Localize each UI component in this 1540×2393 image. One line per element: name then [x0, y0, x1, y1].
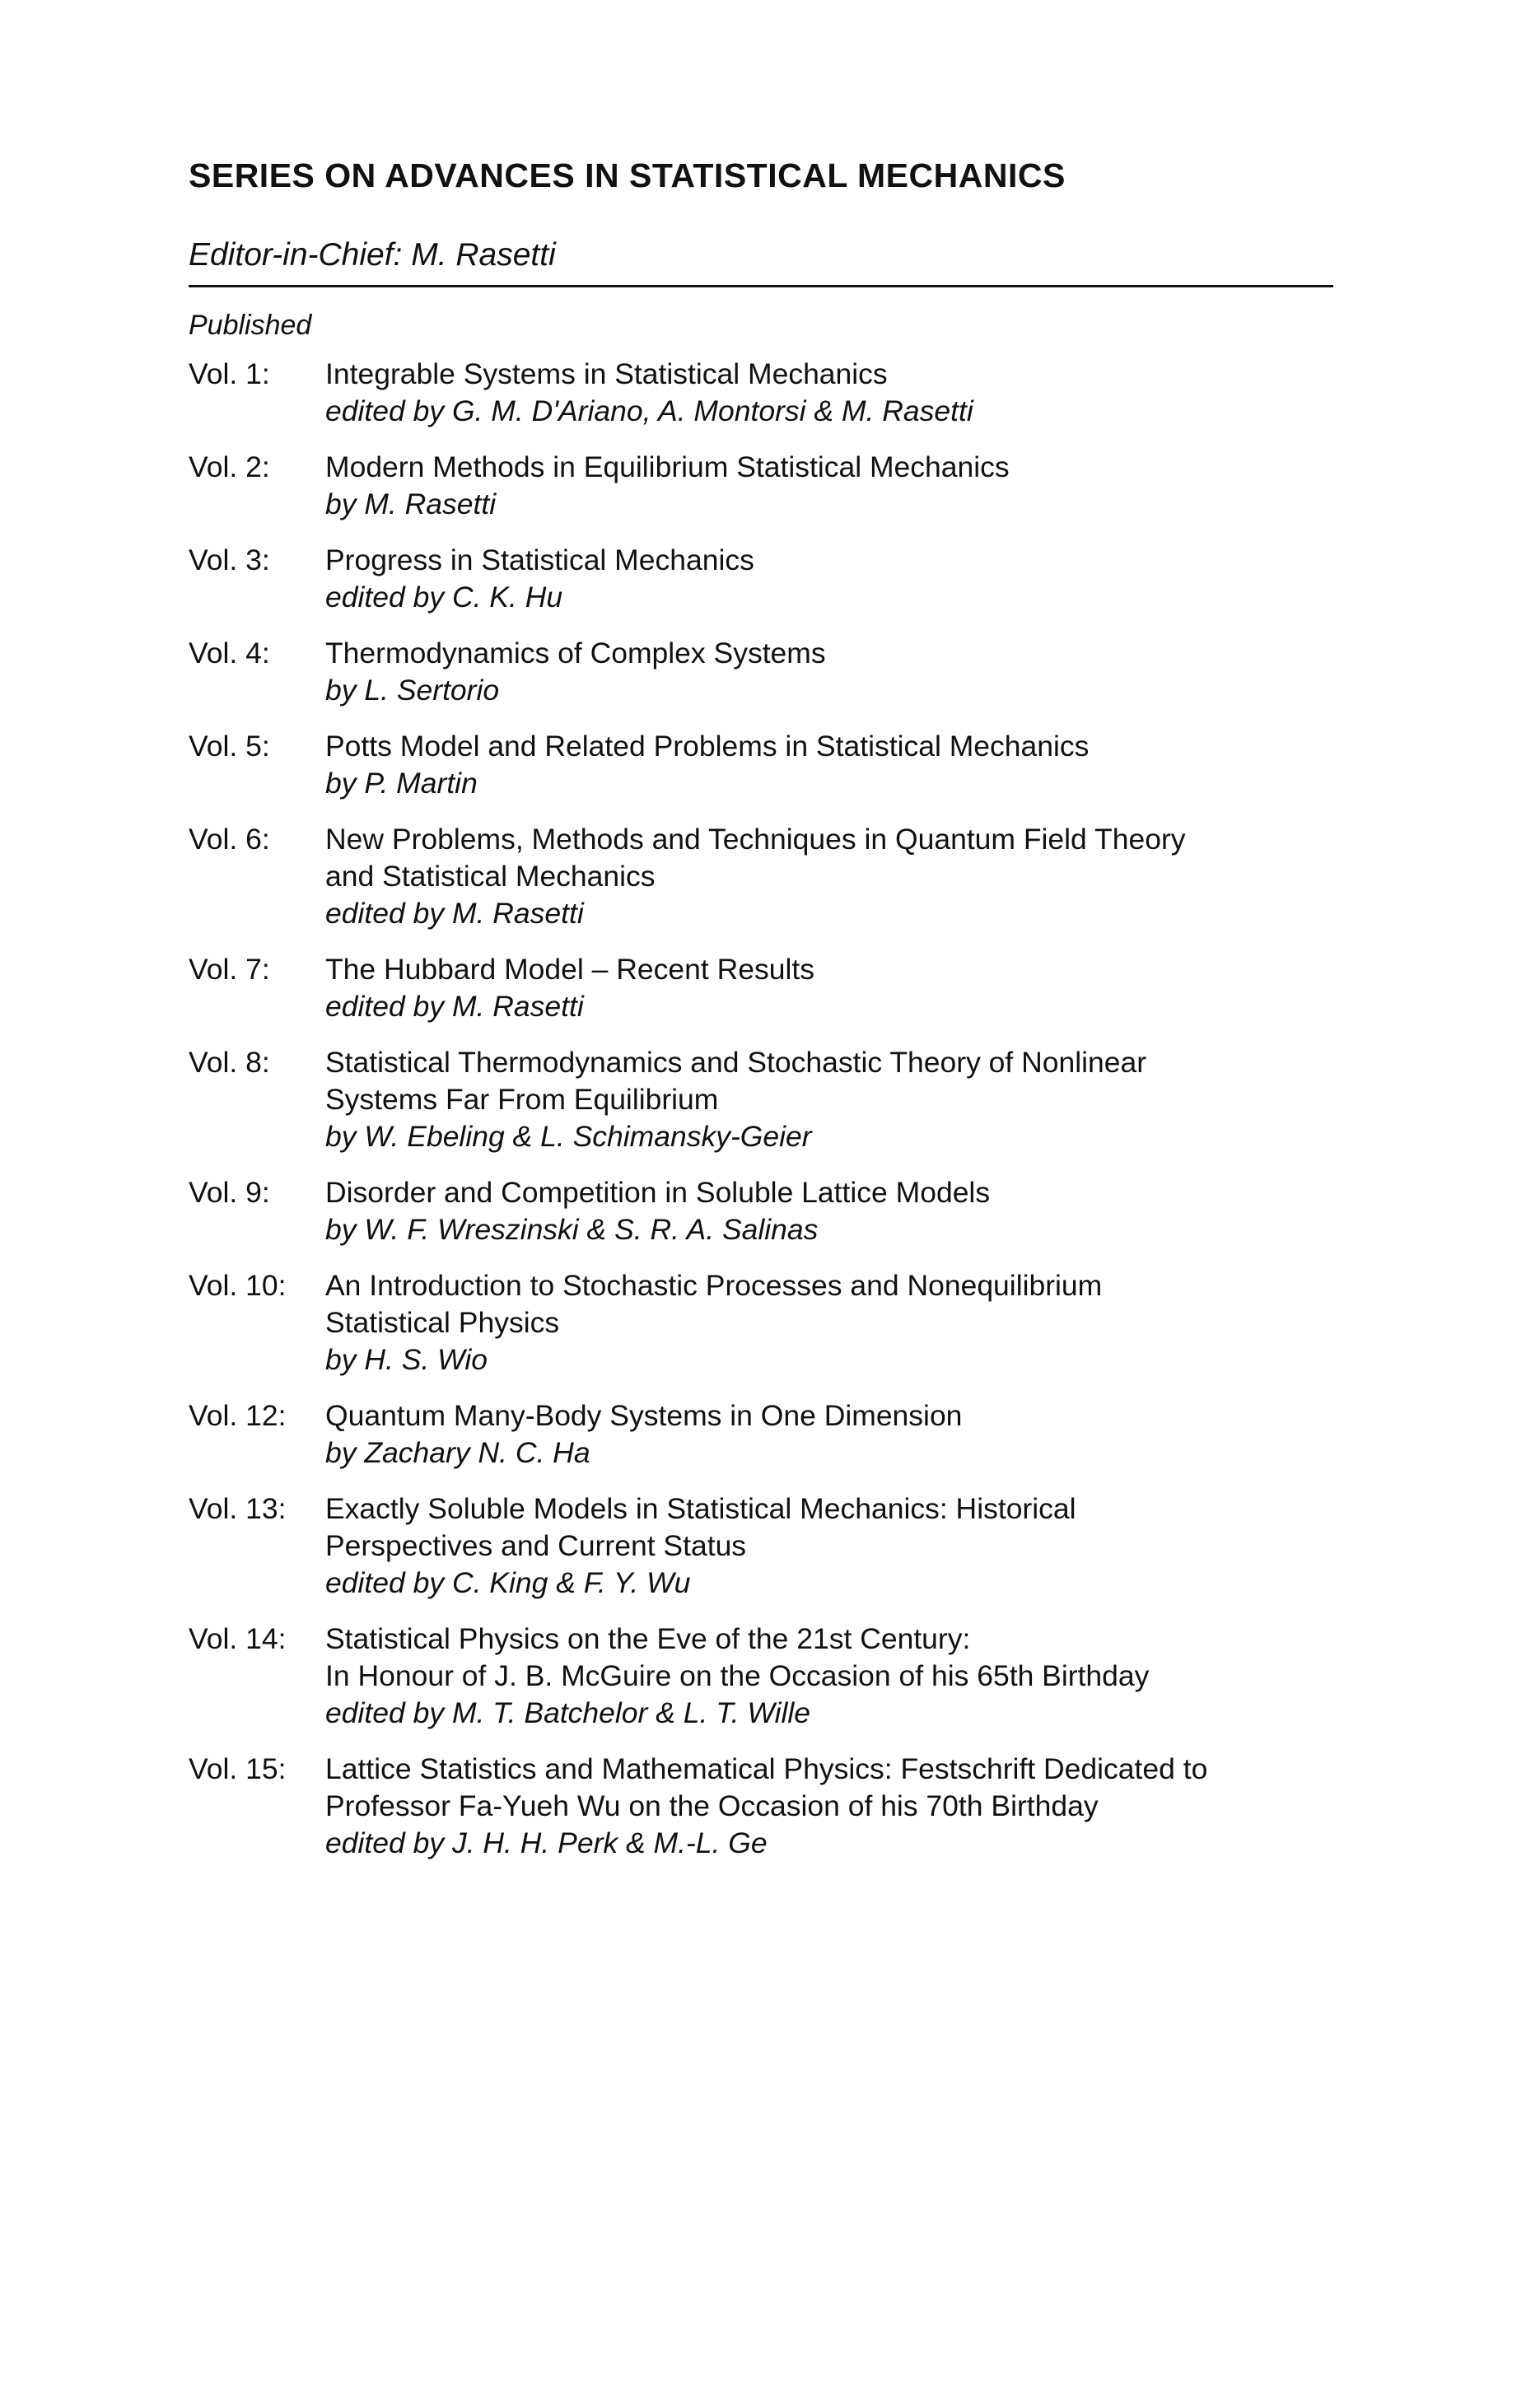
volume-number: Vol. 2: — [189, 450, 270, 483]
volume-details — [325, 1621, 1358, 1732]
volume-entry — [189, 1267, 1358, 1378]
volume-title: Systems Far From Equilibrium — [325, 1083, 719, 1116]
volume-title: Exactly Soluble Models in Statistical Mechanics: Historical — [325, 1492, 1076, 1525]
volume-credit: edited by C. King & F. Y. Wu — [325, 1566, 691, 1599]
volume-entry — [189, 1751, 1358, 1862]
volume-number: Vol. 3: — [189, 543, 270, 576]
volume-details — [325, 1490, 1358, 1602]
volume-title: Thermodynamics of Complex Systems — [325, 637, 826, 669]
volume-entry — [189, 1044, 1358, 1155]
volume-number: Vol. 12: — [189, 1399, 287, 1432]
volume-title: In Honour of J. B. McGuire on the Occasion of his 65th Birthday — [325, 1659, 1150, 1692]
volume-number: Vol. 9: — [189, 1176, 270, 1209]
volume-credit: by L. Sertorio — [325, 674, 500, 707]
published-label: Published — [189, 310, 312, 341]
volume-entry — [189, 821, 1358, 932]
volume-credit: by W. F. Wreszinski & S. R. A. Salinas — [325, 1213, 819, 1246]
volume-title: New Problems, Methods and Techniques in Quantum Field Theory — [325, 823, 1186, 856]
volume-title: Statistical Physics on the Eve of the 21st Century: — [325, 1622, 971, 1655]
volume-title: Statistical Physics — [325, 1306, 560, 1339]
volume-credit: edited by G. M. D'Ariano, A. Montorsi & M. Rasetti — [325, 394, 973, 427]
volume-title: and Statistical Mechanics — [325, 860, 656, 893]
volume-number: Vol. 7: — [189, 953, 270, 986]
volume-title: Potts Model and Related Problems in Statistical Mechanics — [325, 730, 1090, 763]
volume-entry — [189, 1621, 1358, 1732]
volume-credit: by Zachary N. C. Ha — [325, 1436, 590, 1469]
volume-number: Vol. 6: — [189, 823, 270, 856]
header-rule — [189, 285, 1333, 287]
volume-credit: by W. Ebeling & L. Schimansky-Geier — [325, 1120, 812, 1153]
volume-entry — [189, 951, 1358, 1025]
volume-entry — [189, 356, 1358, 430]
volume-details — [325, 356, 1358, 430]
volume-details — [325, 1267, 1358, 1378]
volume-entry — [189, 1174, 1358, 1248]
volume-credit: by H. S. Wio — [325, 1343, 488, 1376]
volume-title: An Introduction to Stochastic Processes and Nonequilibrium — [325, 1269, 1103, 1302]
volume-credit: by M. Rasetti — [325, 487, 497, 520]
volume-title: Modern Methods in Equilibrium Statistical Mechanics — [325, 450, 1010, 483]
volume-title: Professor Fa-Yueh Wu on the Occasion of his 70th Birthday — [325, 1789, 1099, 1822]
volume-title: The Hubbard Model – Recent Results — [325, 953, 814, 986]
volume-details — [325, 1751, 1358, 1862]
volume-number: Vol. 1: — [189, 357, 270, 390]
volume-number: Vol. 13: — [189, 1492, 287, 1525]
volume-entry — [189, 635, 1358, 709]
volume-title: Integrable Systems in Statistical Mechanics — [325, 357, 888, 390]
series-title: SERIES ON ADVANCES IN STATISTICAL MECHANICS — [189, 156, 1066, 194]
volume-details — [325, 728, 1358, 802]
volume-details — [325, 1397, 1358, 1472]
volume-credit: edited by M. Rasetti — [325, 990, 584, 1023]
volume-details — [325, 449, 1358, 523]
volume-number: Vol. 5: — [189, 730, 270, 763]
volume-entry — [189, 728, 1358, 802]
volume-number: Vol. 4: — [189, 637, 270, 669]
volume-number: Vol. 14: — [189, 1622, 287, 1655]
volume-credit: edited by C. K. Hu — [325, 581, 563, 613]
volume-title: Progress in Statistical Mechanics — [325, 543, 754, 576]
volume-credit: by P. Martin — [325, 767, 478, 800]
volume-entry — [189, 1397, 1358, 1472]
volume-number: Vol. 10: — [189, 1269, 287, 1302]
volume-details — [325, 542, 1358, 616]
volume-number: Vol. 8: — [189, 1046, 270, 1079]
volume-entry — [189, 542, 1358, 616]
volume-details — [325, 951, 1358, 1025]
volume-title: Lattice Statistics and Mathematical Physics: Festschrift Dedicated to — [325, 1752, 1208, 1785]
volume-details — [325, 821, 1358, 932]
volume-title: Perspectives and Current Status — [325, 1529, 747, 1562]
volume-title: Quantum Many-Body Systems in One Dimension — [325, 1399, 963, 1432]
volume-number: Vol. 15: — [189, 1752, 287, 1785]
volume-title: Statistical Thermodynamics and Stochastic Theory of Nonlinear — [325, 1046, 1147, 1079]
volume-entry — [189, 449, 1358, 523]
volume-details — [325, 1044, 1358, 1155]
volume-list — [189, 356, 1358, 1881]
editor-in-chief: Editor-in-Chief: M. Rasetti — [189, 237, 556, 273]
volume-details — [325, 635, 1358, 709]
volume-entry — [189, 1490, 1358, 1602]
volume-credit: edited by J. H. H. Perk & M.-L. Ge — [325, 1826, 768, 1859]
volume-credit: edited by M. Rasetti — [325, 897, 584, 930]
volume-details — [325, 1174, 1358, 1248]
volume-title: Disorder and Competition in Soluble Lattice Models — [325, 1176, 991, 1209]
volume-credit: edited by M. T. Batchelor & L. T. Wille — [325, 1696, 810, 1729]
